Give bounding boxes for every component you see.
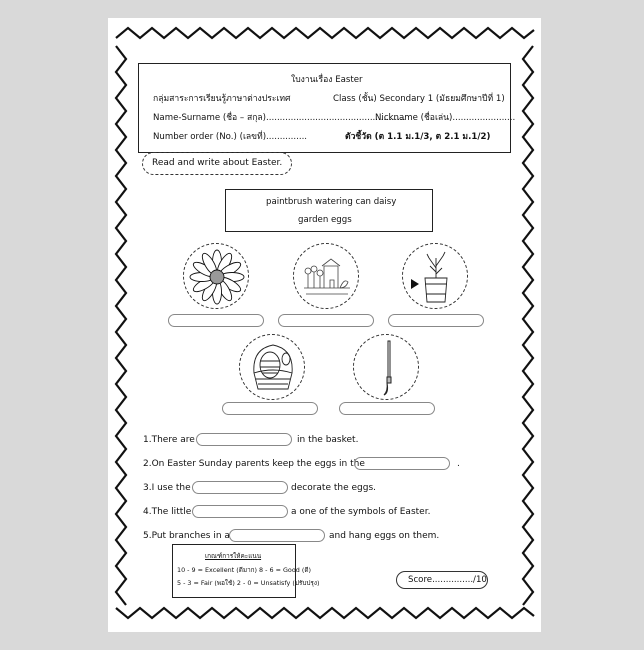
word-bank [225,189,433,232]
scoring-criteria-box [172,544,320,598]
picture-egg-basket [239,334,305,400]
garden-icon [294,244,360,310]
question-1-end: in the basket. [297,435,359,445]
answer-blank-garden[interactable] [278,314,374,327]
answer-blank-paintbrush[interactable] [339,402,435,415]
question-4-blank[interactable] [192,505,288,518]
question-3-end: decorate the eggs. [291,483,376,493]
play-marker-icon [411,279,419,289]
egg-basket-icon [240,335,306,401]
right-zigzag-border [515,42,541,608]
criteria-line-1: 10 - 9 = Excellent (ดีมาก) 8 - 6 = Good (ดี) [177,566,311,574]
number-field[interactable]: Number order (No.) (เลขที่)............... [153,132,308,142]
paintbrush-icon [354,335,420,401]
worksheet-page [108,18,541,632]
question-2-end: . [457,459,460,469]
picture-garden [293,243,359,309]
instruction-text: Read and write about Easter. [152,158,283,168]
watering-can-icon [403,244,469,310]
question-3-blank[interactable] [192,481,288,494]
header-box [138,63,516,153]
word-bank-line-1: paintbrush watering can daisy [266,197,397,207]
question-1-text: 1.There are [143,435,195,445]
instruction-banner [142,152,292,175]
score-box [396,571,488,589]
picture-daisy [183,243,249,309]
left-zigzag-border [108,42,134,608]
class-label: Class (ชั้น) Secondary 1 (มัธยมศึกษาปีที่ 1) [333,94,505,104]
picture-watering-can [402,243,468,309]
answer-blank-daisy[interactable] [168,314,264,327]
top-zigzag-border [108,18,541,52]
question-4-text: 4.The little [143,507,192,517]
criteria-title: เกณฑ์การให้คะแนน [205,552,262,560]
answer-blank-watering-can[interactable] [388,314,484,327]
indicator-label: ตัวชี้วัด (ต 1.1 ม.1/3, ต 2.1 ม.1/2) [345,132,491,142]
name-field[interactable]: Name-Surname (ชื่อ – สกุล)................................................... [153,113,406,123]
daisy-icon [184,244,250,310]
bottom-zigzag-border [108,598,541,632]
question-3-text: 3.I use the [143,483,191,493]
question-4-end: a one of the symbols of Easter. [291,507,431,517]
word-bank-line-2: garden eggs [298,215,352,225]
subject-label: กลุ่มสาระการเรียนรู้ภาษาต่างประเทศ [153,94,291,104]
question-1-blank[interactable] [196,433,292,446]
question-5-text: 5.Put branches in a [143,531,230,541]
question-2-blank[interactable] [354,457,450,470]
nickname-field[interactable]: Nickname (ชื่อเล่น)....................... [375,113,516,123]
question-5-blank[interactable] [229,529,325,542]
question-5-end: and hang eggs on them. [329,531,440,541]
question-2-text: 2.On Easter Sunday parents keep the eggs in the [143,459,365,469]
answer-blank-egg-basket[interactable] [222,402,318,415]
picture-paintbrush [353,334,419,400]
score-text: Score.............../10 [408,575,487,585]
worksheet-title: ใบงานเรื่อง Easter [291,75,363,85]
criteria-line-2: 5 - 3 = Fair (พอใช้) 2 - 0 = Unsatisfy (ปรับปรุง) [177,579,320,587]
